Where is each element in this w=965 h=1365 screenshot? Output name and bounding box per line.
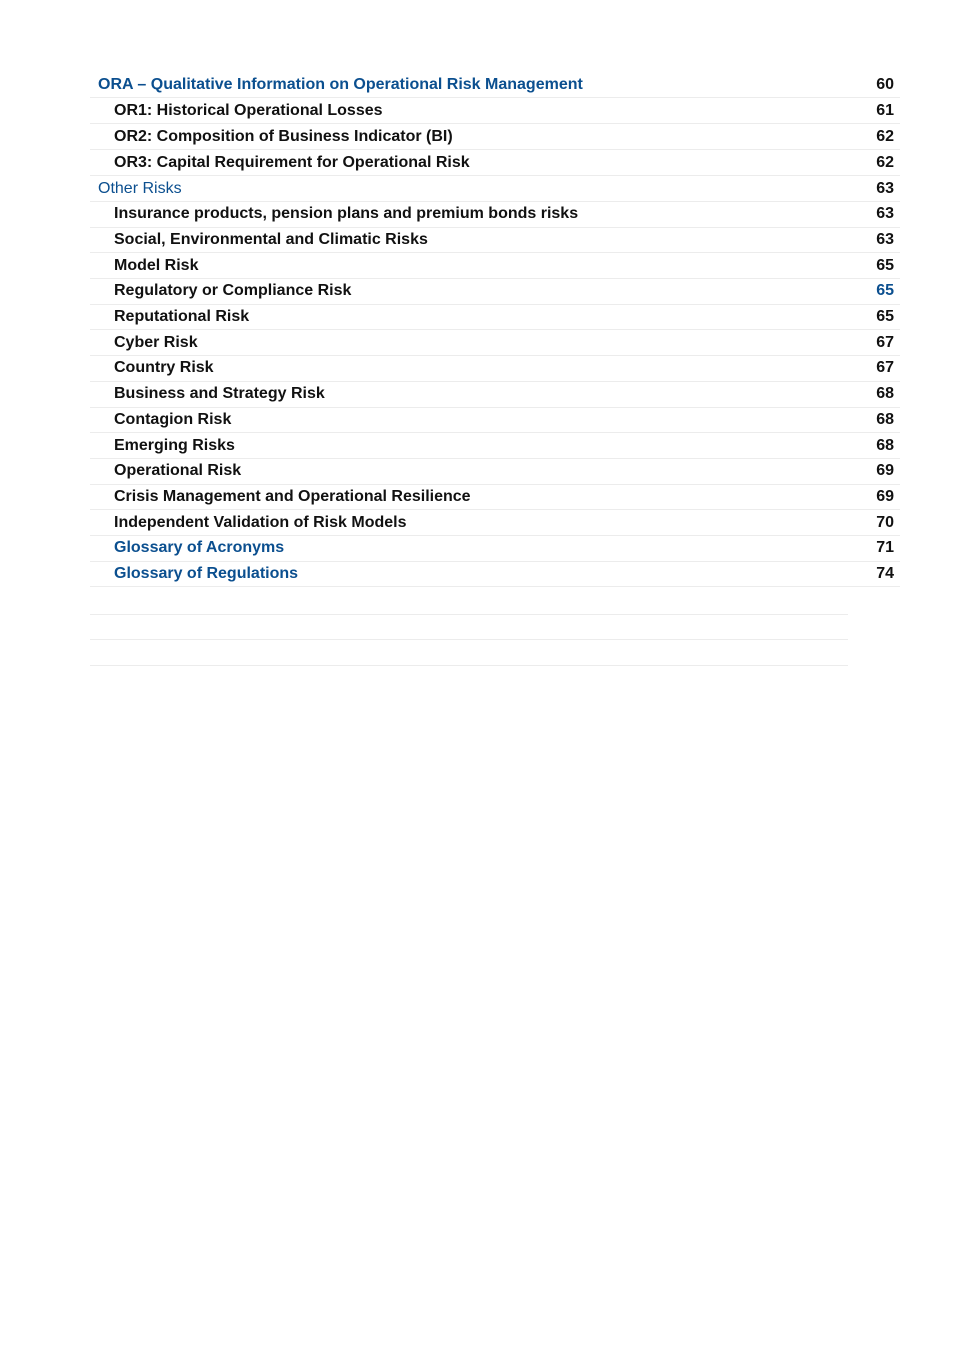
toc-entry-page: 62	[876, 153, 894, 171]
toc-entry-page: 65	[876, 308, 894, 326]
toc-entry-social-environmental-risks[interactable]	[90, 228, 900, 254]
toc-entry-page: 61	[876, 101, 894, 119]
toc-entry-independent-validation[interactable]	[90, 510, 900, 536]
toc-entry-operational-risk[interactable]	[90, 459, 900, 485]
toc-entry-title[interactable]: Independent Validation of Risk Models	[114, 513, 407, 531]
toc-entry-title[interactable]: Glossary of Acronyms	[114, 539, 285, 557]
toc-divider	[90, 589, 848, 615]
toc-entry-title[interactable]: OR1: Historical Operational Losses	[114, 101, 383, 119]
toc-entry-insurance-risks[interactable]	[90, 202, 900, 228]
toc-entry-title[interactable]: Social, Environmental and Climatic Risks	[114, 231, 428, 249]
toc-entry-or1[interactable]	[90, 98, 900, 124]
toc-entry-page: 60	[876, 76, 894, 93]
toc-entry-or2[interactable]	[90, 124, 900, 150]
toc-entry-page: 68	[876, 385, 894, 403]
toc-entry-title[interactable]: Regulatory or Compliance Risk	[114, 282, 352, 300]
toc-entry-title[interactable]: Country Risk	[114, 359, 214, 377]
toc-entry-page: 68	[876, 436, 894, 454]
toc-divider	[90, 640, 848, 666]
toc-entry-cyber-risk[interactable]	[90, 330, 900, 356]
toc-entry-other-risks[interactable]	[90, 176, 900, 202]
toc-entry-page: 69	[876, 462, 894, 480]
empty-toc-lines	[90, 589, 848, 666]
toc-entry-page: 63	[876, 205, 894, 223]
toc-entry-ora[interactable]	[90, 72, 900, 98]
toc-entry-title[interactable]: Contagion Risk	[114, 410, 232, 428]
toc-entry-reputational-risk[interactable]	[90, 305, 900, 331]
toc-entry-page: 70	[876, 513, 894, 531]
toc-entry-title[interactable]: Reputational Risk	[114, 308, 250, 326]
toc-entry-title[interactable]: Operational Risk	[114, 462, 242, 480]
toc-entry-title[interactable]: Other Risks	[98, 180, 182, 197]
toc-entry-contagion-risk[interactable]	[90, 408, 900, 434]
toc-entry-crisis-management[interactable]	[90, 485, 900, 511]
toc-entry-title[interactable]: Business and Strategy Risk	[114, 385, 325, 403]
toc-entry-page: 62	[876, 127, 894, 145]
table-of-contents	[90, 72, 900, 587]
toc-entry-page: 68	[876, 410, 894, 428]
toc-entry-title[interactable]: Model Risk	[114, 256, 199, 274]
toc-entry-title[interactable]: OR2: Composition of Business Indicator (BI)	[114, 127, 453, 145]
toc-entry-page: 71	[876, 539, 894, 557]
toc-entry-page: 74	[876, 564, 894, 582]
toc-entry-page: 63	[876, 180, 894, 197]
toc-entry-title[interactable]: OR3: Capital Requirement for Operational Risk	[114, 153, 470, 171]
toc-entry-page: 69	[876, 487, 894, 505]
toc-entry-page: 67	[876, 359, 894, 377]
toc-entry-title[interactable]: Cyber Risk	[114, 333, 198, 351]
toc-entry-country-risk[interactable]	[90, 356, 900, 382]
toc-entry-business-strategy-risk[interactable]	[90, 382, 900, 408]
toc-entry-glossary-regulations[interactable]	[90, 562, 900, 588]
toc-entry-title[interactable]: Insurance products, pension plans and premium bonds risks	[114, 205, 579, 223]
toc-entry-title[interactable]: Crisis Management and Operational Resilience	[114, 487, 471, 505]
toc-entry-page: 65	[876, 282, 894, 300]
toc-entry-page: 67	[876, 333, 894, 351]
toc-entry-page: 65	[876, 256, 894, 274]
toc-entry-page: 63	[876, 231, 894, 249]
toc-divider	[90, 615, 848, 641]
toc-entry-model-risk[interactable]	[90, 253, 900, 279]
toc-entry-title[interactable]: Emerging Risks	[114, 436, 235, 454]
toc-entry-regulatory-risk[interactable]	[90, 279, 900, 305]
toc-entry-emerging-risks[interactable]	[90, 433, 900, 459]
toc-entry-title[interactable]: ORA – Qualitative Information on Operational Risk Management	[98, 76, 583, 93]
toc-entry-or3[interactable]	[90, 150, 900, 176]
toc-entry-title[interactable]: Glossary of Regulations	[114, 564, 299, 582]
toc-entry-glossary-acronyms[interactable]	[90, 536, 900, 562]
